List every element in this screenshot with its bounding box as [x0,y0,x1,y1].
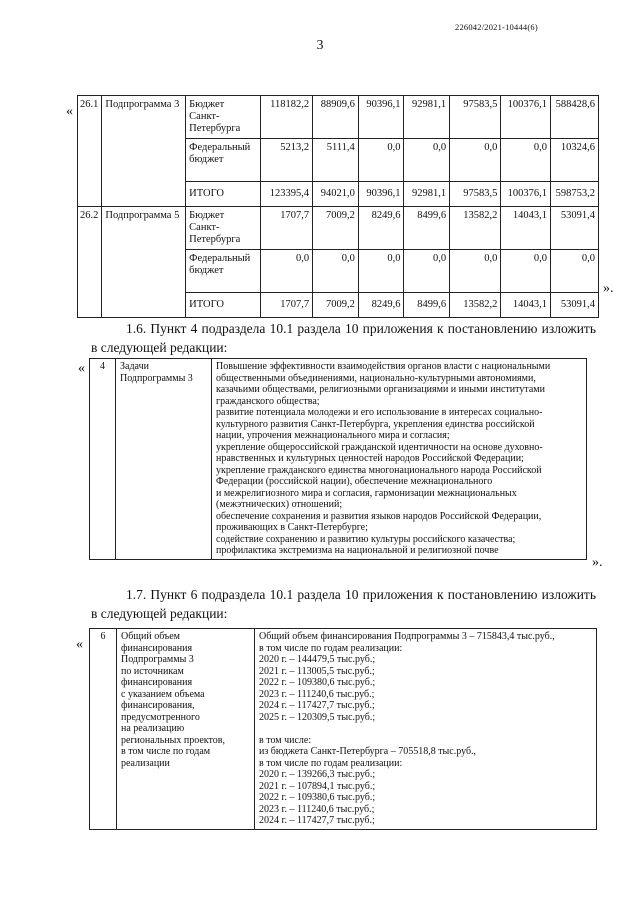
tasks-content-line: укрепление общероссийской гражданской идентичности на основе духовно- [216,441,543,453]
value-cell: 90396,1 [358,96,404,139]
funding-label-line: с указанием объема [121,688,205,700]
row-code: 26.1 [78,96,102,207]
row-source: Бюджет Санкт-Петербурга [186,96,261,139]
row-source: Федеральный бюджет [186,250,261,293]
tasks-content-line: Федерации (российской нации), обеспечение межнационального [216,476,493,487]
tasks-content-line: и межрелигиозного мира и согласия, гармонизации межнациональных [216,487,517,499]
funding-label-line: на реализацию [121,723,185,734]
value-cell: 0,0 [450,139,501,182]
value-cell: 0,0 [404,250,450,293]
funding-content-line: 2022 г. – 109380,6 тыс.руб.; [259,677,376,688]
value-cell: 0,0 [450,250,501,293]
value-cell: 53091,4 [551,207,599,250]
funding-label-line: по источникам [121,665,184,677]
value-cell: 92981,1 [404,96,450,139]
funding-content-line: 2022 г. – 109380,6 тыс.руб.; [259,792,376,803]
value-cell: 0,0 [501,139,551,182]
open-quote-1: « [66,104,73,119]
page-number: 3 [316,38,324,53]
tasks-content-line: обеспечение сохранения и развития языков народов Российской Федерации, [216,510,542,522]
value-cell: 90396,1 [358,182,404,207]
tasks-content-line: укрепление гражданского единства многонационального народа Российской [216,464,542,476]
funding-row [90,629,597,830]
value-cell: 92981,1 [404,182,450,207]
paragraph-1-7: 1.7. Пункт 6 подраздела 10.1 раздела 10 приложения к постановлению изложить в следующей редакции: [91,587,596,621]
row-program: Подпрограмма 3 [102,96,186,207]
value-cell: 0,0 [358,139,404,182]
value-cell: 0,0 [313,250,359,293]
close-quote-1: ». [603,281,614,296]
funding-content-line: в том числе: [259,734,312,746]
funding-label [117,629,255,830]
funding-content-line: 2021 г. – 113005,5 тыс.руб.; [259,665,375,677]
value-cell: 13582,2 [450,293,501,318]
row-source: ИТОГО [186,182,261,207]
funding-content-line: 2025 г. – 120309,5 тыс.руб.; [259,711,376,723]
funding-label-line: региональных проектов, [121,734,225,746]
tasks-row [90,359,587,560]
tasks-content-line: культурного развития Санкт-Петербурга, укрепления единства российской [216,418,535,430]
tasks-label-line: Подпрограммы 3 [120,372,193,384]
tasks-table [89,358,587,560]
value-cell: 5111,4 [313,139,359,182]
value-cell: 10324,6 [551,139,599,182]
value-cell: 598753,2 [551,182,599,207]
funding-content-line: 2021 г. – 107894,1 тыс.руб.; [259,780,376,792]
funding-row-number: 6 [90,629,117,830]
funding-label-line: предусмотренного [121,711,200,723]
paragraph-1-6: 1.6. Пункт 4 подраздела 10.1 раздела 10 приложения к постановлению изложить в следующей редакции: [91,321,596,355]
value-cell: 14043,1 [501,207,551,250]
funding-label-line: реализации [121,757,170,769]
tasks-content-line: нравственных и культурных ценностей народов Российской Федерации; [216,453,524,464]
value-cell: 123395,4 [260,182,313,207]
tasks-content-line: нации, упрочения межнационального мира и согласия; [216,430,450,441]
tasks-label-line: Задачи [120,361,149,372]
row-program: Подпрограмма 5 [102,207,186,318]
funding-content-line [259,723,592,735]
funding-content [255,629,597,830]
open-quote-3: « [76,637,83,652]
funding-label-line: финансирования, [121,700,195,711]
funding-label-line: финансирования [121,677,193,688]
value-cell: 1707,7 [260,293,313,318]
tasks-content [212,359,587,560]
value-cell: 0,0 [358,250,404,293]
value-cell: 7009,2 [313,207,359,250]
value-cell: 14043,1 [501,293,551,318]
tasks-row-number: 4 [90,359,116,560]
funding-content-line: из бюджета Санкт-Петербурга – 705518,8 тыс.руб., [259,746,477,757]
funding-label-line: в том числе по годам [121,746,211,757]
close-quote-2: ». [592,555,603,570]
tasks-content-line: Повышение эффективности взаимодействия органов власти с национальными [216,361,551,372]
value-cell: 8249,6 [358,207,404,250]
document-number: 226042/2021-10444(6) [455,22,538,32]
funding-content-line: 2024 г. – 117427,7 тыс.руб.; [259,815,375,826]
tasks-content-line: проживающих в Санкт-Петербурге; [216,522,368,533]
funding-label-line: финансирования [121,642,193,654]
funding-content-line: 2020 г. – 144479,5 тыс.руб.; [259,654,376,665]
value-cell: 13582,2 [450,207,501,250]
row-source: Бюджет Санкт-Петербурга [186,207,261,250]
row-source: Федеральный бюджет [186,139,261,182]
tasks-content-line: развитие потенциала молодежи и его использование в интересах социально- [216,407,543,418]
funding-content-line: 2020 г. – 139266,3 тыс.руб.; [259,769,376,780]
value-cell: 0,0 [260,250,313,293]
value-cell: 0,0 [551,250,599,293]
funding-content-line: 2023 г. – 111240,6 тыс.руб.; [259,688,375,700]
value-cell: 53091,4 [551,293,599,318]
tasks-content-line: казачьими обществами, религиозными организациями и иными институтами [216,384,545,395]
tasks-content-line: общественными объединениями, национально-культурными автономиями, [216,372,536,384]
financing-table [77,95,599,318]
value-cell: 97583,5 [450,96,501,139]
funding-label-line: Общий объем [121,631,180,642]
value-cell: 100376,1 [501,182,551,207]
funding-content-line: Общий объем финансирования Подпрограммы 3 – 715843,4 тыс.руб., [259,631,555,642]
value-cell: 8499,6 [404,207,450,250]
open-quote-2: « [78,361,85,376]
funding-volume-table [89,628,597,830]
funding-label-line: Подпрограммы 3 [121,654,194,665]
value-cell: 5213,2 [260,139,313,182]
tasks-content-line: гражданского общества; [216,395,320,407]
value-cell: 8499,6 [404,293,450,318]
row-source: ИТОГО [186,293,261,318]
tasks-content-line: профилактика экстремизма на национальной и религиозной почве [216,545,499,556]
value-cell: 8249,6 [358,293,404,318]
table-row [78,96,599,139]
table-row [78,207,599,250]
tasks-label [116,359,212,560]
funding-content-line: 2023 г. – 111240,6 тыс.руб.; [259,803,375,815]
row-code: 26.2 [78,207,102,318]
tasks-content-line: содействие сохранению и развитию культуры российского казачества; [216,533,516,545]
funding-content-line: в том числе по годам реализации: [259,757,403,769]
value-cell: 588428,6 [551,96,599,139]
value-cell: 7009,2 [313,293,359,318]
funding-content-line: 2024 г. – 117427,7 тыс.руб.; [259,700,375,711]
value-cell: 0,0 [404,139,450,182]
tasks-content-line: (межэтнических) отношений; [216,499,343,510]
value-cell: 118182,2 [260,96,313,139]
funding-content-line: в том числе по годам реализации: [259,642,403,654]
value-cell: 0,0 [501,250,551,293]
value-cell: 94021,0 [313,182,359,207]
value-cell: 100376,1 [501,96,551,139]
value-cell: 97583,5 [450,182,501,207]
value-cell: 1707,7 [260,207,313,250]
value-cell: 88909,6 [313,96,359,139]
